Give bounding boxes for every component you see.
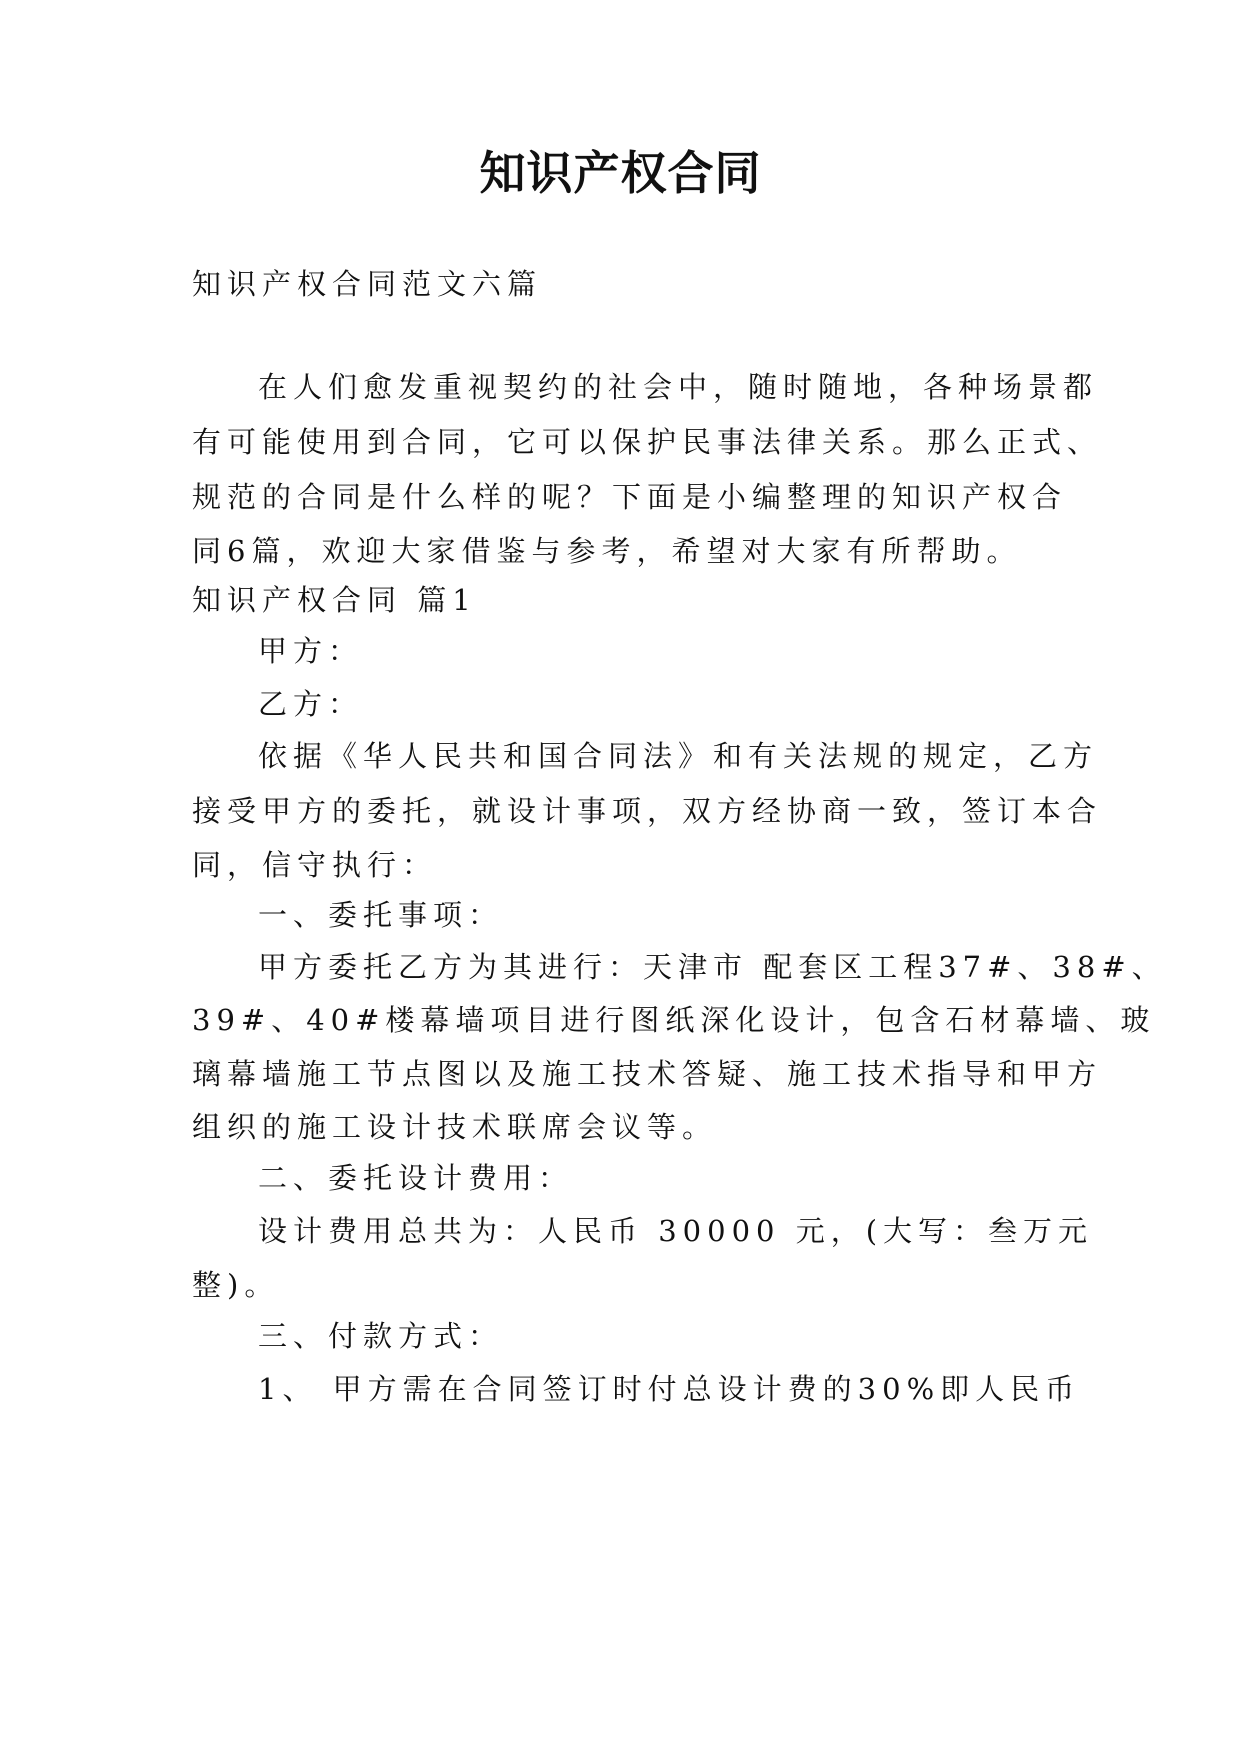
- clause-heading: 三、付款方式：: [258, 1319, 504, 1353]
- paragraph-line: 39#、40#楼幕墙项目进行图纸深化设计，包含石材幕墙、玻: [192, 1003, 1156, 1037]
- paragraph-line: 在人们愈发重视契约的社会中，随时随地，各种场景都: [258, 370, 1099, 404]
- paragraph-line: 规范的合同是什么样的呢？下面是小编整理的知识产权合: [192, 480, 1068, 514]
- paragraph-line: 1、 甲方需在合同签订时付总设计费的30%即人民币: [258, 1372, 1081, 1406]
- section-heading: 知识产权合同 篇1: [192, 583, 477, 617]
- paragraph-line: 同，信守执行：: [192, 848, 438, 882]
- paragraph-line: 依据《华人民共和国合同法》和有关法规的规定，乙方: [258, 739, 1099, 773]
- paragraph-line: 有可能使用到合同，它可以保护民事法律关系。那么正式、: [192, 425, 1103, 459]
- paragraph-line: 组织的施工设计技术联席会议等。: [192, 1110, 718, 1144]
- paragraph-line: 璃幕墙施工节点图以及施工技术答疑、施工技术指导和甲方: [192, 1057, 1103, 1091]
- clause-heading: 一、委托事项：: [258, 898, 504, 932]
- paragraph-line: 接受甲方的委托，就设计事项，双方经协商一致，签订本合: [192, 794, 1103, 828]
- paragraph-line: 甲方委托乙方为其进行：天津市 配套区工程37#、38#、: [258, 950, 1167, 984]
- document-subtitle: 知识产权合同范文六篇: [192, 267, 543, 301]
- paragraph-line: 同6篇，欢迎大家借鉴与参考，希望对大家有所帮助。: [192, 534, 1022, 568]
- document-title: 知识产权合同: [479, 146, 762, 200]
- party-b-line: 乙方：: [258, 687, 364, 721]
- paragraph-line: 设计费用总共为：人民币 30000 元，(大写：叁万元: [258, 1214, 1094, 1248]
- party-a-line: 甲方：: [258, 634, 364, 668]
- clause-heading: 二、委托设计费用：: [258, 1161, 574, 1195]
- paragraph-line: 整)。: [192, 1268, 280, 1302]
